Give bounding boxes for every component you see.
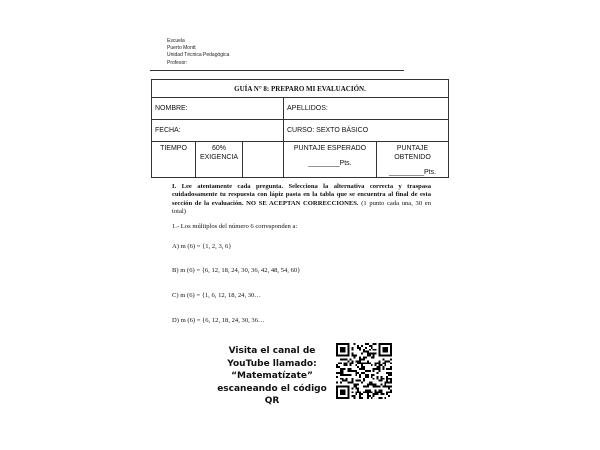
option-c[interactable]: C) m (6) = {1, 6, 12, 18, 24, 30…	[172, 292, 261, 299]
expected-score-cell	[284, 142, 377, 178]
option-a[interactable]: A) m (6) = {1, 2, 3, 6}	[172, 243, 232, 250]
name-field[interactable]: NOMBRE:	[152, 98, 284, 120]
school-unit: Unidad Técnica Pedagógica	[167, 52, 230, 59]
teacher-label: Profesor:	[167, 59, 188, 66]
obtained-score-blank[interactable]: _________Pts.	[388, 169, 437, 176]
requirement-label: EXIGENCIA	[199, 154, 239, 161]
header-divider	[150, 70, 404, 71]
obtained-score-cell	[377, 142, 449, 178]
option-d[interactable]: D) m (6) = {6, 12, 18, 24, 30, 36…	[172, 317, 265, 324]
requirement-cell	[196, 142, 243, 178]
surname-field[interactable]: APELLIDOS:	[284, 98, 449, 120]
time-label: TIEMPO	[160, 145, 187, 152]
promo-line-1: Visita el canal de	[228, 346, 316, 356]
expected-score-blank[interactable]: ________Pts.	[308, 160, 352, 167]
blank-cell	[243, 142, 284, 178]
promo-line-4: escaneando el código QR	[217, 383, 327, 407]
date-field[interactable]: FECHA:	[152, 120, 284, 142]
requirement-percent: 60%	[211, 145, 226, 152]
course-field: CURSO: SEXTO BÁSICO	[284, 120, 449, 142]
promo-line-2: YouTube llamado:	[227, 358, 317, 369]
question-1: 1.- Los múltiplos del número 6 corresponden a:	[172, 223, 298, 230]
instructions-bold: I. Lee atentamente cada pregunta. Selecciona la alternativa correcta y traspasa cuidadosamente tu respuesta con lápiz pasta en la tabla que se encuentra al final de esta sección de la evaluación. NO SE ACEPTAN CORRECCIONES.	[172, 183, 431, 207]
obtained-score-label: PUNTAJE OBTENIDO	[394, 145, 431, 161]
student-info-table	[151, 79, 449, 178]
instructions	[172, 183, 431, 217]
school-header	[167, 38, 229, 67]
guide-title: GUÍA N° 8: PREPARO MI EVALUACIÓN.	[152, 80, 449, 98]
qr-code-icon[interactable]	[336, 343, 392, 399]
school-name: Escuela	[167, 38, 185, 44]
promo-line-3: “Matematízate”	[231, 371, 313, 382]
school-city: Puerto Montt	[167, 45, 196, 52]
youtube-promo	[212, 345, 332, 408]
option-b[interactable]: B) m (6) = {6, 12, 18, 24, 30, 36, 42, 48, 54, 60}	[172, 267, 301, 274]
time-cell	[152, 142, 196, 178]
instructions-points: (1 punto cada una, 30 en total)	[172, 199, 431, 216]
expected-score-label: PUNTAJE ESPERADO	[293, 145, 367, 152]
